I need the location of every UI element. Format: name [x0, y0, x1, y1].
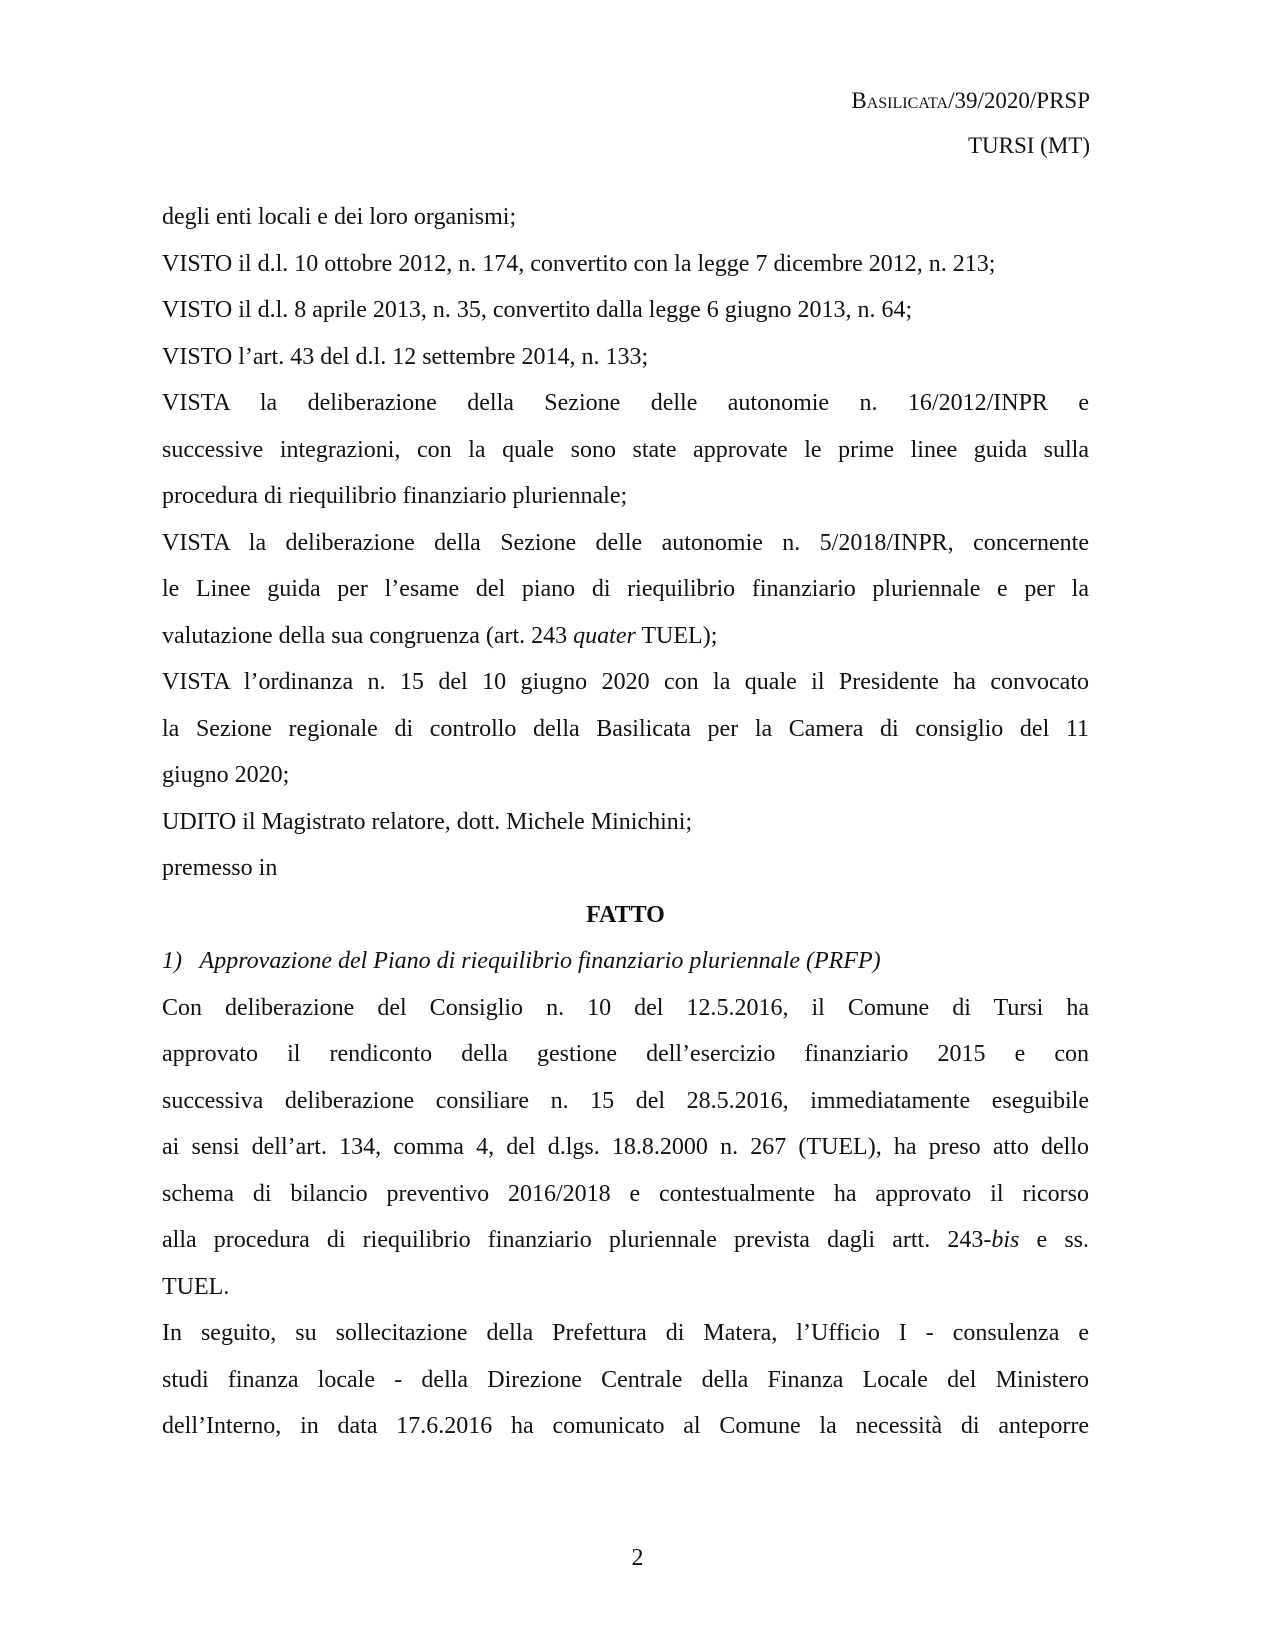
text-line: TUEL.	[162, 1273, 230, 1300]
text-segment: valutazione della sua congruenza (art. 243	[162, 622, 574, 649]
text-line: schema di bilancio preventivo 2016/2018 e contestualmente ha approvato il ricorso	[162, 1180, 1089, 1207]
text-line: degli enti locali e dei loro organismi;	[162, 204, 517, 230]
text-segment: TUEL);	[635, 622, 718, 649]
document-header	[851, 78, 1090, 168]
section-subheading: 1) Approvazione del Piano di riequilibrio finanziario pluriennale (PRFP)	[162, 948, 881, 974]
text-line: VISTA la deliberazione della Sezione delle autonomie n. 5/2018/INPR, concernente	[162, 529, 1089, 556]
text-line	[162, 613, 1089, 660]
text-line: studi finanza locale - della Direzione Centrale della Finanza Locale del Ministero	[162, 1366, 1089, 1393]
section-heading: FATTO	[586, 901, 665, 928]
page-number: 2	[631, 1545, 644, 1571]
text-line: In seguito, su sollecitazione della Prefettura di Matera, l’Ufficio I - consulenza e	[162, 1320, 1089, 1346]
text-line: UDITO il Magistrato relatore, dott. Michele Minichini;	[162, 808, 693, 835]
text-line: le Linee guida per l’esame del piano di riequilibrio finanziario pluriennale e per la	[162, 576, 1089, 602]
text-line: approvato il rendiconto della gestione dell’esercizio finanziario 2015 e con	[162, 1041, 1089, 1067]
text-line: procedura di riequilibrio finanziario pluriennale;	[162, 483, 628, 509]
text-line: VISTO il d.l. 8 aprile 2013, n. 35, convertito dalla legge 6 giugno 2013, n. 64;	[162, 297, 913, 323]
text-line	[162, 1217, 1089, 1264]
text-line: ai sensi dell’art. 134, comma 4, del d.lgs. 18.8.2000 n. 267 (TUEL), ha preso atto dello	[162, 1134, 1089, 1160]
document-code	[851, 78, 1090, 123]
document-code-prefix: Basilicata	[851, 88, 949, 113]
text-segment: e ss.	[1019, 1227, 1089, 1253]
text-line: successive integrazioni, con la quale sono state approvate le prime linee guida sulla	[162, 436, 1089, 463]
text-line: VISTO il d.l. 10 ottobre 2012, n. 174, convertito con la legge 7 dicembre 2012, n. 213;	[162, 250, 996, 277]
text-line: successiva deliberazione consiliare n. 15 del 28.5.2016, immediatamente eseguibile	[162, 1087, 1089, 1114]
text-line: VISTA l’ordinanza n. 15 del 10 giugno 2020 con la quale il Presidente ha convocato	[162, 669, 1089, 695]
text-line: dell’Interno, in data 17.6.2016 ha comunicato al Comune la necessità di anteporre	[162, 1413, 1089, 1439]
text-line: premesso in	[162, 855, 278, 881]
text-line: VISTO l’art. 43 del d.l. 12 settembre 2014, n. 133;	[162, 343, 649, 370]
text-line: VISTA la deliberazione della Sezione delle autonomie n. 16/2012/INPR e	[162, 390, 1089, 416]
document-body	[162, 194, 1089, 1450]
document-entity: TURSI (MT)	[967, 133, 1090, 158]
text-line: la Sezione regionale di controllo della Basilicata per la Camera di consiglio del 11	[162, 715, 1089, 742]
document-code-suffix: /39/2020/PRSP	[948, 88, 1090, 113]
text-line: giugno 2020;	[162, 762, 290, 788]
text-segment-italic: bis	[991, 1227, 1020, 1253]
text-line: Con deliberazione del Consiglio n. 10 del 12.5.2016, il Comune di Tursi ha	[162, 994, 1089, 1021]
text-segment-italic: quater	[573, 622, 636, 649]
text-segment: alla procedura di riequilibrio finanziario pluriennale prevista dagli artt. 243-	[162, 1227, 992, 1253]
